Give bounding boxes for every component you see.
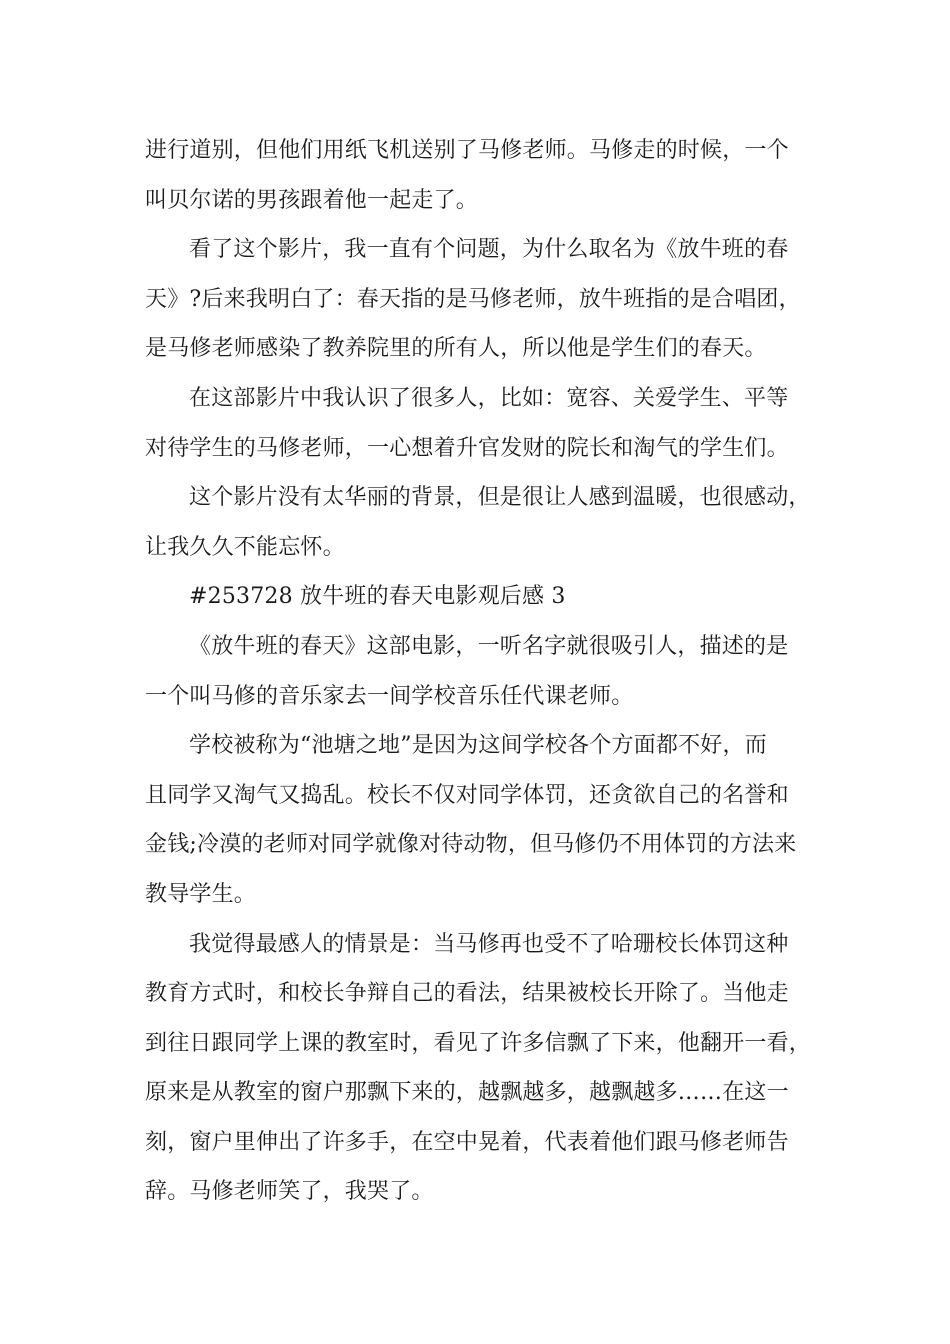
text-line: 辞。马修老师笑了，我哭了。 (145, 1179, 434, 1205)
text-line: 到往日跟同学上课的教室时，看见了许多信飘了下来，他翻开一看， (145, 1030, 812, 1056)
text-line: 是马修老师感染了教养院里的所有人，所以他是学生们的春天。 (145, 336, 767, 362)
text-line: 一个叫马修的音乐家去一间学校音乐任代课老师。 (145, 683, 634, 709)
section-heading: #253728 放牛班的春天电影观后感 3 (189, 584, 566, 610)
paragraph-start-line: 学校被称为“池塘之地”是因为这间学校各个方面都不好，而 (189, 733, 767, 759)
text-line: 对待学生的马修老师，一心想着升官发财的院长和淘气的学生们。 (145, 435, 789, 461)
text-line: 教育方式时，和校长争辩自己的看法，结果被校长开除了。当他走 (145, 981, 789, 1007)
text-line: 教导学生。 (145, 881, 257, 907)
paragraph-start-line: 《放牛班的春天》这部电影，一听名字就很吸引人，描述的是 (189, 633, 789, 659)
text-line: 天》?后来我明白了：春天指的是马修老师，放牛班指的是合唱团， (145, 286, 801, 312)
paragraph-start-line: 这个影片没有太华丽的背景，但是很让人感到温暖，也很感动， (189, 485, 811, 511)
text-line: 刻，窗户里伸出了许多手，在空中晃着，代表着他们跟马修老师告 (145, 1129, 789, 1155)
paragraph-start-line: 看了这个影片，我一直有个问题，为什么取名为《放牛班的春 (189, 237, 789, 263)
text-line: 让我久久不能忘怀。 (145, 534, 345, 560)
paragraph-start-line: 在这部影片中我认识了很多人，比如：宽容、关爱学生、平等 (189, 385, 789, 411)
text-line: 且同学又淘气又捣乱。校长不仅对同学体罚，还贪欲自己的名誉和 (145, 782, 789, 808)
text-line: 叫贝尔诺的男孩跟着他一起走了。 (145, 187, 479, 213)
text-line: 原来是从教室的窗户那飘下来的，越飘越多，越飘越多……在这一 (145, 1080, 789, 1106)
text-line: 进行道别，但他们用纸飞机送别了马修老师。马修走的时候，一个 (145, 138, 789, 163)
document-body (145, 126, 825, 1217)
paragraph-start-line: 我觉得最感人的情景是：当马修再也受不了哈珊校长体罚这种 (189, 931, 789, 957)
text-line: 金钱;冷漠的老师对同学就像对待动物，但马修仍不用体罚的方法来 (145, 832, 797, 858)
